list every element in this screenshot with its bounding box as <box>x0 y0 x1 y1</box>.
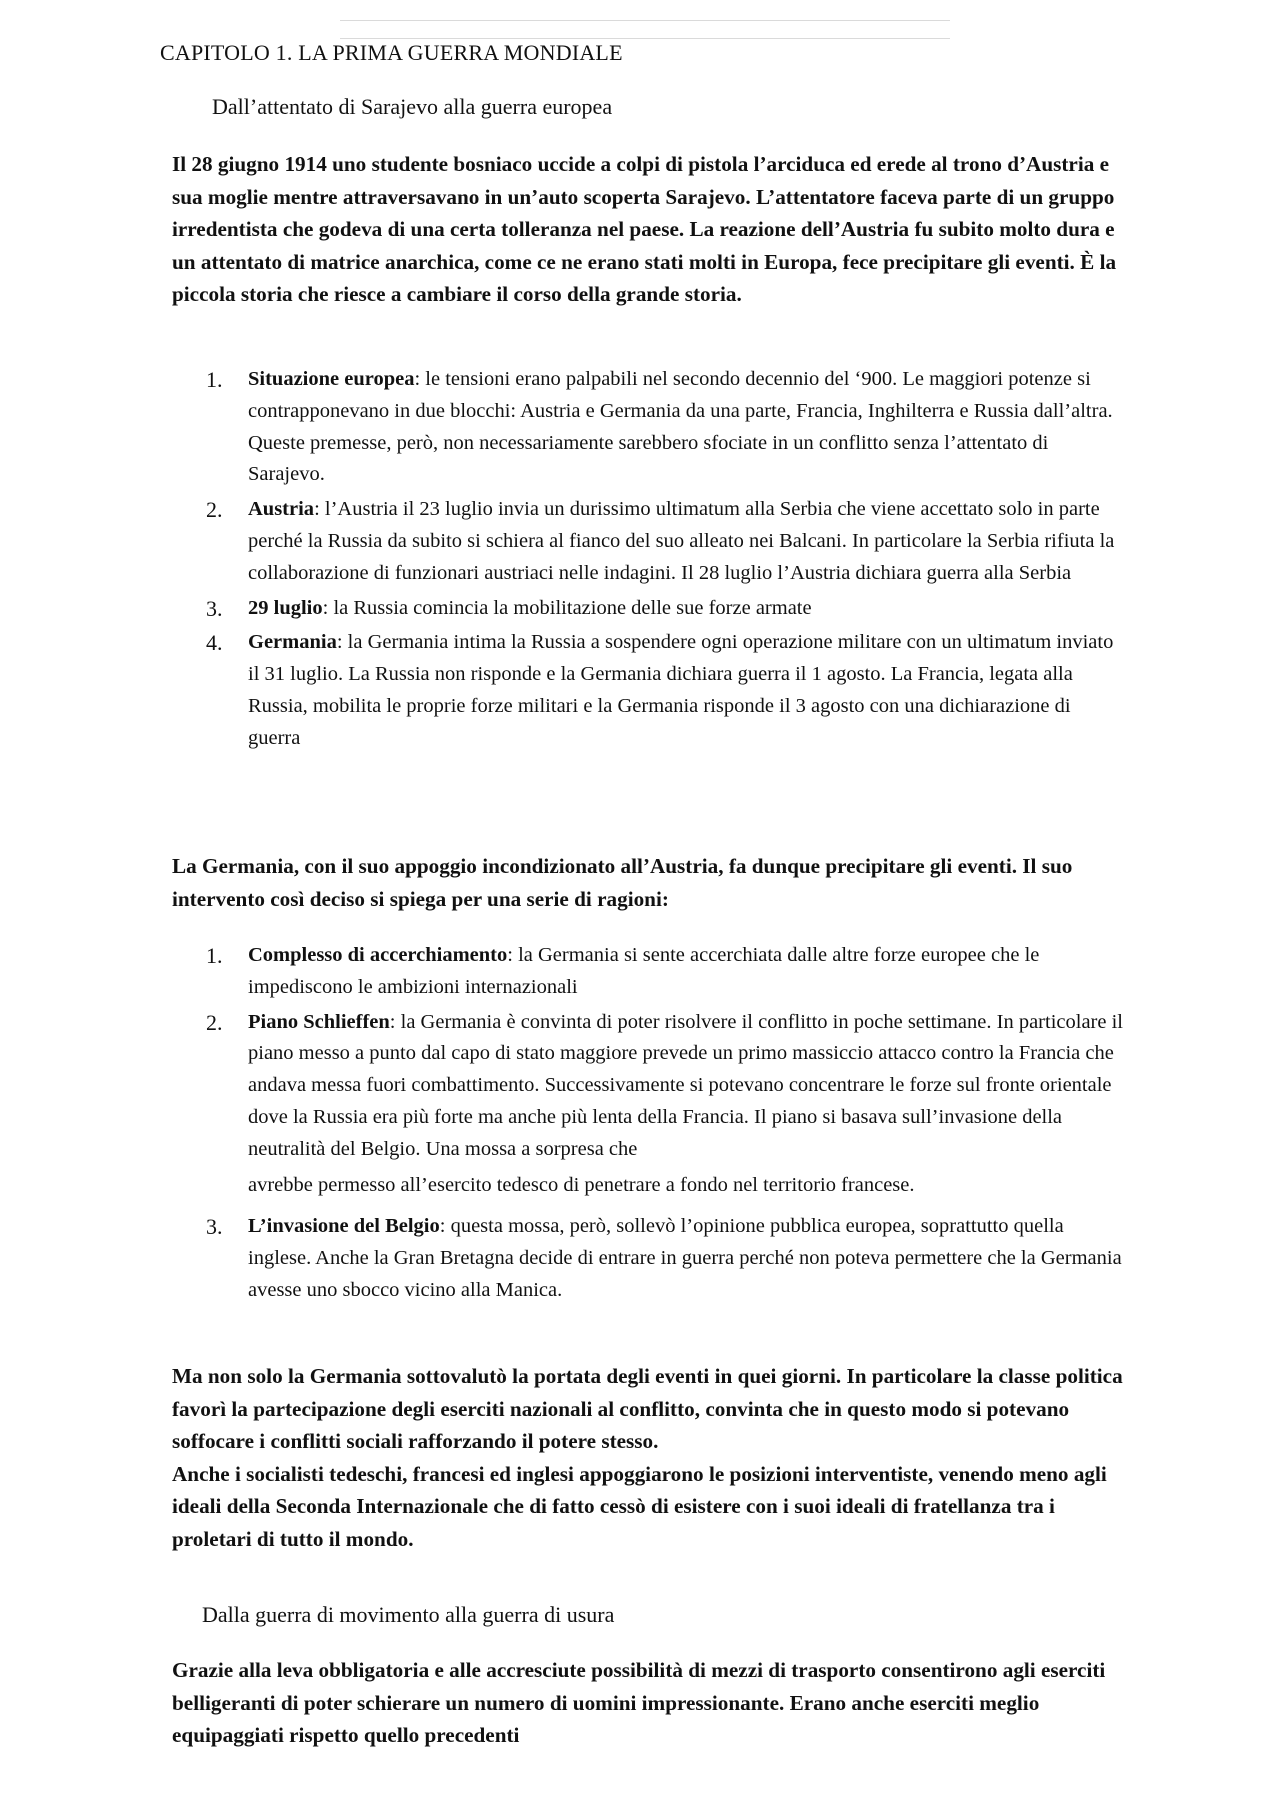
list-text: : la Germania è convinta di poter risolvere il conflitto in poche settimane. In particolare il piano messo a punto dal capo di stato maggiore prevede un primo massiccio attacco contro la Francia che andava messa fuori combattimento. Successivamente si potevano concentrare le forze sul fronte orientale dove la Russia era più forte ma anche più lenta della Francia. Il piano si basava sull’invasione della neutralità del Belgio. Una mossa a sorpresa che <box>248 1010 1123 1160</box>
list-number: 4. <box>206 630 223 656</box>
list-term: L’invasione del Belgio <box>248 1215 440 1238</box>
list-item <box>204 940 1124 1004</box>
list-term: Situazione europea <box>248 368 415 390</box>
list-item <box>204 1211 1124 1306</box>
list-item <box>204 364 1124 491</box>
list-number: 3. <box>206 595 223 621</box>
top-divider-line <box>340 38 950 39</box>
list-item <box>204 1007 1124 1202</box>
closing-paragraph-part-2: Anche i socialisti tedeschi, francesi ed inglesi appoggiarono le posizioni interventiste, venendo meno agli ideali della Seconda Internazionale che di fatto cessò di esistere con i suoi ideali di fratellanza tra i proletari di tutto il mondo. <box>172 1461 1107 1551</box>
closing-paragraph-part-1: Ma non solo la Germania sottovalutò la portata degli eventi in quei giorni. In particolare la classe politica favorì la partecipazione degli eserciti nazionali al conflitto, convinta che in questo modo si potevano soffocare i conflitti sociali rafforzando il potere stesso. <box>172 1364 1123 1453</box>
list-term: Complesso di accerchiamento <box>248 944 508 966</box>
section-title: Dall’attentato di Sarajevo alla guerra europea <box>212 94 613 119</box>
list-term: Austria <box>248 498 315 521</box>
list-number: 2. <box>206 1009 223 1035</box>
list-text: : la Germania si sente accerchiata dalle altre forze europee che le impediscono le ambizioni internazionali <box>248 944 1040 998</box>
intro-paragraph: Il 28 giugno 1914 uno studente bosniaco uccide a colpi di pistola l’arciduca ed erede al trono d’Austria e sua moglie mentre attraversavano in un’auto scoperta Sarajevo. L’attentatore faceva parte di un gruppo irredentista che godeva di una certa tolleranza nel paese. La reazione dell’Austria fu subito molto dura e un attentato di matrice anarchica, come ce ne erano stati molti in Europa, fece precipitare gli eventi. È la piccola storia che riesce a cambiare il corso della grande storia. <box>172 152 1117 306</box>
section2-intro-paragraph: Grazie alla leva obbligatoria e alle accresciute possibilità di mezzi di trasporto consentirono agli eserciti belligeranti di poter schierare un numero di uomini impressionante. Erano anche eserciti meglio equipaggiati rispetto quello precedenti <box>172 1658 1106 1747</box>
list-term: Piano Schlieffen <box>248 1010 390 1033</box>
germany-paragraph: La Germania, con il suo appoggio incondizionato all’Austria, fa dunque precipitare gli eventi. Il suo intervento così deciso si spiega per una serie di ragioni: <box>172 854 1073 911</box>
list-item <box>204 593 1124 625</box>
list-item <box>204 627 1124 754</box>
reasons-list <box>204 940 1124 1310</box>
list-text: : la Germania intima la Russia a sospendere ogni operazione militare con un ultimatum inviato il 31 luglio. La Russia non risponde e la Germania dichiara guerra il 1 agosto. La Francia, legata alla Russia, mobilita le proprie forze militari e la Germania risponde il 3 agosto con una dichiarazione di guerra <box>248 631 1114 749</box>
list-number: 3. <box>206 1214 223 1240</box>
chapter-title: CAPITOLO 1. LA PRIMA GUERRA MONDIALE <box>160 40 623 65</box>
list-text: : l’Austria il 23 luglio invia un durissimo ultimatum alla Serbia che viene accettato solo in parte perché la Russia da subito si schiera al fianco del suo alleato nei Balcani. In particolare la Serbia rifiuta la collaborazione di funzionari austriaci nelle indagini. Il 28 luglio l’Austria dichiara guerra alla Serbia <box>248 498 1115 584</box>
closing-paragraph <box>172 1360 1132 1555</box>
list-text-continued: avrebbe permesso all’esercito tedesco di penetrare a fondo nel territorio francese. <box>248 1173 915 1196</box>
list-number: 1. <box>206 943 223 968</box>
section-title: Dalla guerra di movimento alla guerra di usura <box>202 1602 615 1627</box>
list-text: : le tensioni erano palpabili nel secondo decennio del ‘900. Le maggiori potenze si contrapponevano in due blocchi: Austria e Germania da una parte, Francia, Inghilterra e Russia dall’altra. Queste premesse, però, non necessariamente sarebbero sfociate in un conflitto senza l’attentato di Sarajevo. <box>248 368 1113 486</box>
list-number: 2. <box>206 497 223 523</box>
list-item <box>204 494 1124 589</box>
list-number: 1. <box>206 367 223 392</box>
list-term: 29 luglio <box>248 596 323 619</box>
top-divider-line <box>340 20 950 21</box>
list-term: Germania <box>248 631 337 654</box>
list-text: : questa mossa, però, sollevò l’opinione pubblica europea, soprattutto quella inglese. Anche la Gran Bretagna decide di entrare in guerra perché non poteva permettere che la Germania avesse uno sbocco vicino alla Manica. <box>248 1215 1122 1301</box>
events-list <box>204 364 1124 758</box>
list-text: : la Russia comincia la mobilitazione delle sue forze armate <box>322 596 812 619</box>
